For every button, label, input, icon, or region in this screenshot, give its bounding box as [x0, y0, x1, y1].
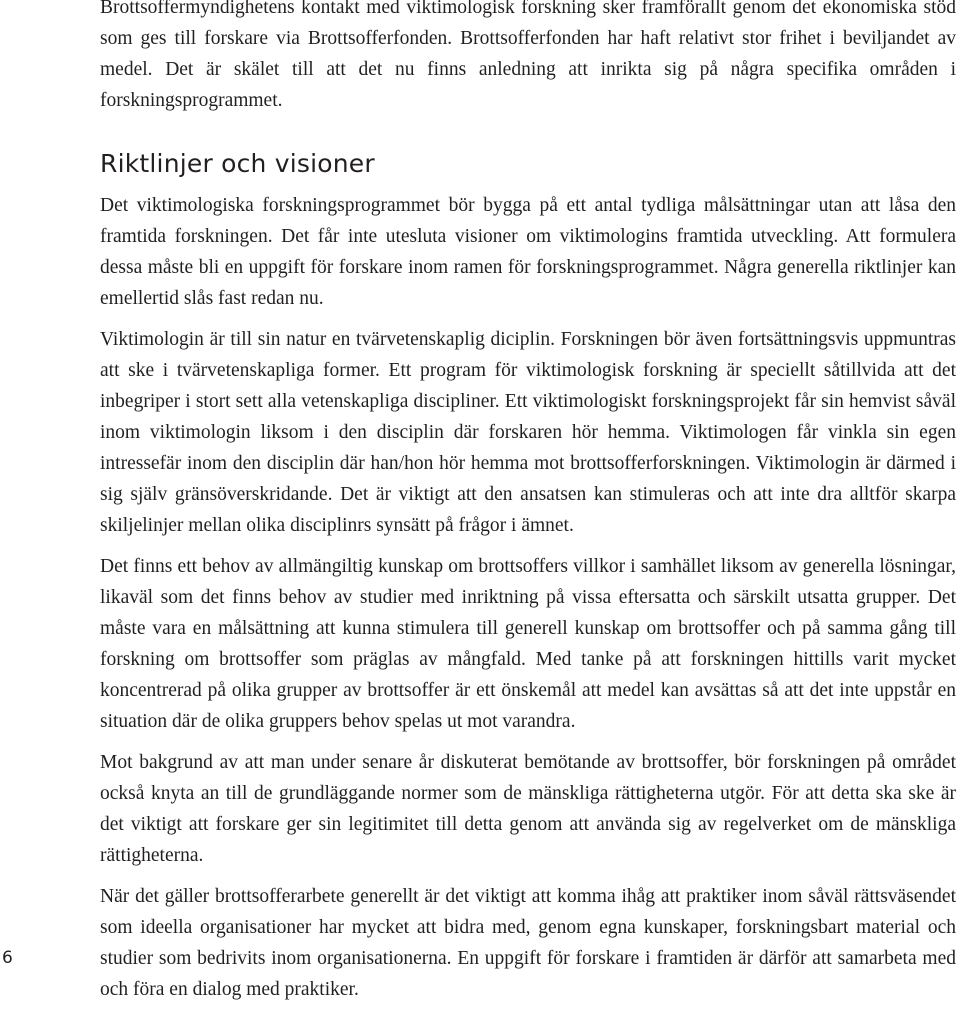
section-heading: Riktlinjer och visioner	[100, 149, 375, 178]
body-paragraph: Det finns ett behov av allmängiltig kunskap om brottsoffers villkor i samhället liksom av generella lösningar, likaväl som det finns behov av studier med inriktning på vissa eftersatta och särskilt utsatta grupper. Det måste vara en målsättning att kunna stimulera till generell kunskap om brottsoffer och på samma gång till forskning om brottsoffer som präglas av mångfald. Med tanke på att forskningen hittills varit mycket koncentrerad på olika grupper av brottsoffer är ett önskemål att medel kan avsättas så att det inte uppstår en situation där de olika gruppers behov spelas ut mot varandra.	[100, 556, 956, 732]
body-paragraph: Det viktimologiska forskningsprogrammet bör bygga på ett antal tydliga målsättningar utan att låsa den framtida forskningen. Det får inte utesluta visioner om viktimologins framtida utveckling. Att formulera dessa måste bli en uppgift för forskare inom ramen för forskningsprogrammet. Några generella riktlinjer kan emellertid slås fast redan nu.	[100, 195, 956, 309]
body-paragraph: När det gäller brottsofferarbete generellt är det viktigt att komma ihåg att praktiker inom såväl rättsväsendet som ideella organisationer har mycket att bidra med, genom egna kunskaper, forskningsbart material och studier som bedrivits inom organisationerna. En uppgift för forskare i framtiden är därför att samarbeta med och föra en dialog med praktiker.	[100, 886, 956, 1000]
body-paragraph: Viktimologin är till sin natur en tvärvetenskaplig diciplin. Forskningen bör även fortsättningsvis uppmuntras att ske i tvärvetenskapliga former. Ett program för viktimologisk forskning är speciellt såtillvida att det inbegriper i stort sett alla vetenskapliga discipliner. Ett viktimologiskt forskningsprojekt får sin hemvist såväl inom viktimologin liksom i den disciplin där forskaren hör hemma. Viktimologen får vinkla sin egen intressefär inom den disciplin där han/hon hör hemma mot brottsofferforskningen. Viktimologin är därmed i sig själv gränsöverskridande. Det är viktigt att den ansatsen kan stimuleras och att inte dra alltför skarpa skiljelinjer mellan olika disciplinrs synsätt på frågor i ämnet.	[100, 329, 956, 536]
page-number: 6	[2, 948, 13, 968]
document-body	[100, 0, 956, 1015]
intro-paragraph: Brottsoffermyndighetens kontakt med viktimologisk forskning sker framförallt genom det ekonomiska stöd som ges till forskare via Brottsofferfonden. Brottsofferfonden har haft relativt stor frihet i beviljandet av medel. Det är skälet till att det nu finns anledning att inrikta sig på några specifika områden i forskningsprogrammet.	[100, 0, 956, 111]
body-paragraph: Mot bakgrund av att man under senare år diskuterat bemötande av brottsoffer, bör forskningen på området också knyta an till de grundläggande normer som de mänskliga rättigheterna utgör. För att detta ska ske är det viktigt att forskare ger sin legitimitet till detta genom att använda sig av regelverket om de mänskliga rättigheterna.	[100, 752, 956, 866]
